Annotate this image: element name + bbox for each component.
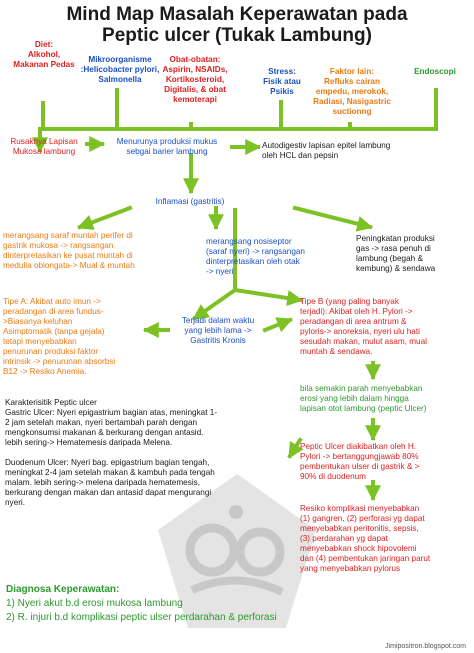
pain-receptor-path: merangsang nosiseptor (saraf nyeri) -> rangsangan dinterpretasikan oleh otak -> nyeri xyxy=(206,237,305,276)
cause-stress: Stress: Fisik atau Psikis xyxy=(263,67,301,96)
gastric-ulcer-description: Gastric Ulcer: Nyeri epigastrium bagian atas, meningkat 1- 2 jam setelah makan, nyeri bertambah parah dengan mengkonsumsi makanan & berkurang dengan antasid. lebih sering-> Hematemesis daripada Melena. xyxy=(5,408,218,447)
peptic-ulcer-cause: Peptic Ulcer diakibatkan oleh H. Pylori -> bertanggungjawab 80% pembentukan ulser di gastrik & > 90% di duodenum xyxy=(300,442,420,481)
cause-diet: Diet: Alkohol, Makanan Pedas xyxy=(13,40,75,69)
page-title-line-1: Mind Map Masalah Keperawatan pada xyxy=(66,4,408,25)
mucus-decrease: Menurunya produksi mukus sebgai barier lambung xyxy=(116,137,218,156)
page-title-line-2: Peptic ulcer (Tukak Lambung) xyxy=(102,25,372,46)
autodigestion: Autodigestiv lapisan epitel lambung oleh HCL dan pepsin xyxy=(262,141,391,160)
diagnosis-heading: Diagnosa Keperawatan: xyxy=(6,584,120,595)
complication-risk: Resiko komplikasi menyebabkan (1) gangren, (2) perforasi yg dapat menyebabkan peritonitis, sepsis, (3) perdarahan yg dapat menyebabkan shock hipovolemi dan (4) pembentukan jaringan parut yang menyebabkan pylorus xyxy=(300,504,431,573)
inflammation-gastritis: Inflamasi (gastritis) xyxy=(155,197,225,206)
mucosa-damage: Rusaknya Lapisan Mukosa lambung xyxy=(10,137,78,156)
diagnosis-item-2: 2) R. injuri b.d komplikasi peptic ulser perdarahan & perforasi xyxy=(6,612,277,623)
cause-drugs: Obat-obatan: Aspirin, NSAIDs, Kortikosteroid, Digitalis, & obat kemoterapi xyxy=(162,55,228,104)
type-a-gastritis: Tipe A: Akibat auto imun -> peradangan di area fundus- >Biasanya keluhan Asimptomatik (tanpa gejala) tetapi menyebabkan penurunan produksi faktor intrinsik -> penurunan absorbsi B12 -> Resiko Anemia. xyxy=(3,297,116,376)
peptic-ulcer-worsening: bila semakin parah menyebabkan erosi yang lebih dalam hingga lapisan otot lambung (peptic Ulcer) xyxy=(300,384,427,413)
chronic-gastritis: Terjadi dalam waktu yang lebih lama -> Gastritis Kronis xyxy=(181,316,255,345)
blog-credit: Jimipositron.blogspot.com xyxy=(385,643,466,650)
cause-microorganism: Mikroorganisme :Helicobacter pylori, Salmonella xyxy=(80,55,160,84)
characteristics-heading: Karakterisitik Peptic ulcer xyxy=(5,398,97,407)
duodenal-ulcer-description: Duodenum Ulcer: Nyeri bag. epigastrium bagian tengah, meningkat 2-4 jam setelah makan & kambuh pada tengah malam. lebih sering-> melena daripada hematemesis, berkurang dengan makan dan antasid dapat mengurangi nyeri. xyxy=(5,458,215,507)
nausea-vomiting-path: merangsang saraf muntah perifer di gastrik mukosa -> rangsangan dinterpretasikan ke pusat muntah di medulla oblongata-> Mual & muntah xyxy=(3,231,135,270)
cause-other-factors: Faktor lain: Refluks cairan empedu, merokok, Radiasi, Nasigastric suctionng xyxy=(313,67,391,116)
type-b-gastritis: Tipe B (yang paling banyak terjadi): Akibat oleh H. Pylori -> peradangan di area antrum & pyloris-> anoreksia, nyeri ulu hati sesudah makan, mulut asam, mual muntah & sendawa. xyxy=(300,297,427,356)
diagnosis-item-1: 1) Nyeri akut b.d erosi mukosa lambung xyxy=(6,598,183,609)
cause-endoscopy: Endoscopi xyxy=(414,67,456,76)
gas-production-path: Peningkatan produksi gas -> rasa penuh di lambung (begah & kembung) & sendawa xyxy=(356,234,436,273)
